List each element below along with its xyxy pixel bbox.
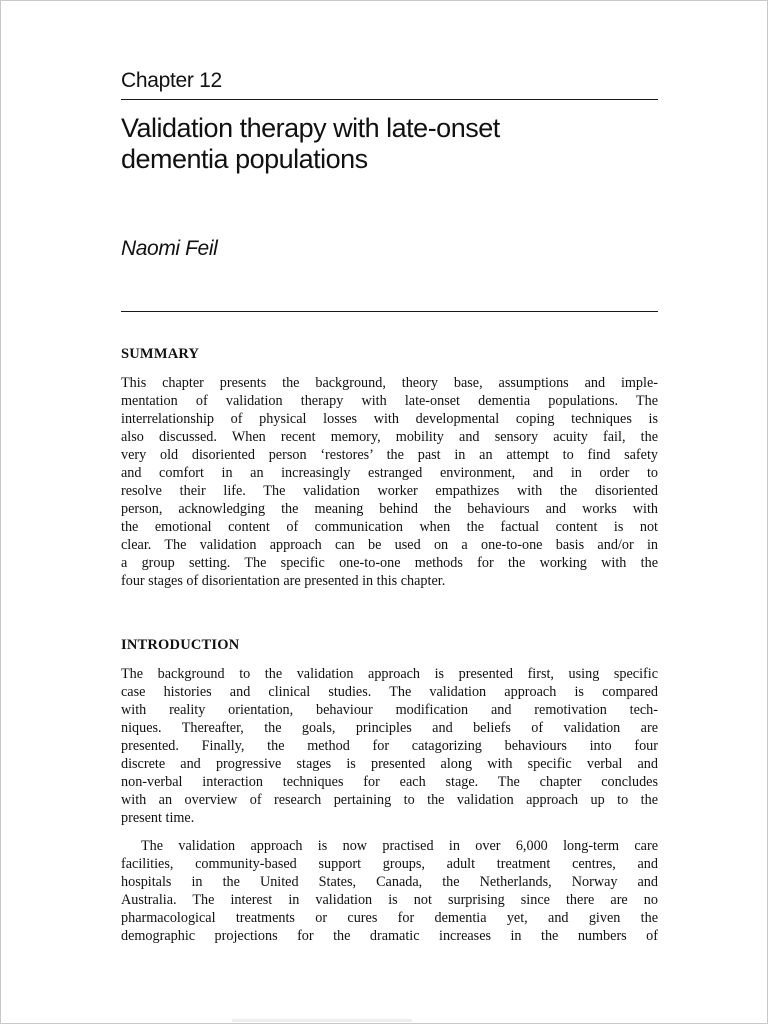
chapter-title-line: dementia populations <box>121 144 368 174</box>
author-name: Naomi Feil <box>121 237 218 260</box>
text-line: niques. Thereafter, the goals, principles and beliefs of validation are <box>121 720 658 736</box>
summary-paragraph <box>121 374 658 590</box>
text-line: with an overview of research pertaining to the validation approach up to the <box>121 792 658 808</box>
text-line: The background to the validation approach is presented first, using specific <box>121 666 658 682</box>
summary-heading: SUMMARY <box>121 346 200 362</box>
text-line: person, acknowledging the meaning behind the behaviours and works with <box>121 501 658 517</box>
text-line: resolve their life. The validation worker empathizes with the disoriented <box>121 483 658 499</box>
text-line: presented. Finally, the method for catagorizing behaviours into four <box>121 738 658 754</box>
text-line: a group setting. The specific one-to-one methods for the working with the <box>121 555 658 571</box>
text-line: facilities, community-based support groups, adult treatment centres, and <box>121 856 658 872</box>
text-line: pharmacological treatments or cures for dementia yet, and given the <box>121 910 658 926</box>
text-line: mentation of validation therapy with late-onset dementia populations. The <box>121 393 658 409</box>
text-line: also discussed. When recent memory, mobility and sensory acuity fail, the <box>121 429 658 445</box>
chapter-label: Chapter 12 <box>121 69 222 92</box>
text-line: This chapter presents the background, theory base, assumptions and imple- <box>121 375 658 391</box>
text-line: interrelationship of physical losses with developmental coping techniques is <box>121 411 658 427</box>
introduction-paragraph-1 <box>121 665 658 827</box>
text-line: and comfort in an increasingly estranged environment, and in order to <box>121 465 658 481</box>
text-line: present time. <box>121 810 195 826</box>
text-line: case histories and clinical studies. The validation approach is compared <box>121 684 658 700</box>
text-line: with reality orientation, behaviour modification and remotivation tech- <box>121 702 658 718</box>
text-line: discrete and progressive stages is presented along with specific verbal and <box>121 756 658 772</box>
text-line: clear. The validation approach can be used on a one-to-one basis and/or in <box>121 537 658 553</box>
chapter-title-line: Validation therapy with late-onset <box>121 113 500 143</box>
text-line: four stages of disorientation are presented in this chapter. <box>121 573 446 589</box>
text-line: demographic projections for the dramatic increases in the numbers of <box>121 928 658 944</box>
document-page <box>121 0 658 1024</box>
text-line: non-verbal interaction techniques for each stage. The chapter concludes <box>121 774 658 790</box>
text-line: hospitals in the United States, Canada, the Netherlands, Norway and <box>121 874 658 890</box>
page-bottom-shadow <box>232 1019 412 1022</box>
bottom-rule <box>121 311 658 312</box>
text-line: The validation approach is now practised in over 6,000 long-term care <box>141 838 658 854</box>
introduction-heading: INTRODUCTION <box>121 637 240 653</box>
introduction-paragraph-2 <box>121 837 658 945</box>
text-line: the emotional content of communication when the factual content is not <box>121 519 658 535</box>
top-rule <box>121 99 658 100</box>
chapter-title <box>121 113 658 175</box>
text-line: very old disoriented person ‘restores’ the past in an attempt to find safety <box>121 447 658 463</box>
text-line: Australia. The interest in validation is not surprising since there are no <box>121 892 658 908</box>
